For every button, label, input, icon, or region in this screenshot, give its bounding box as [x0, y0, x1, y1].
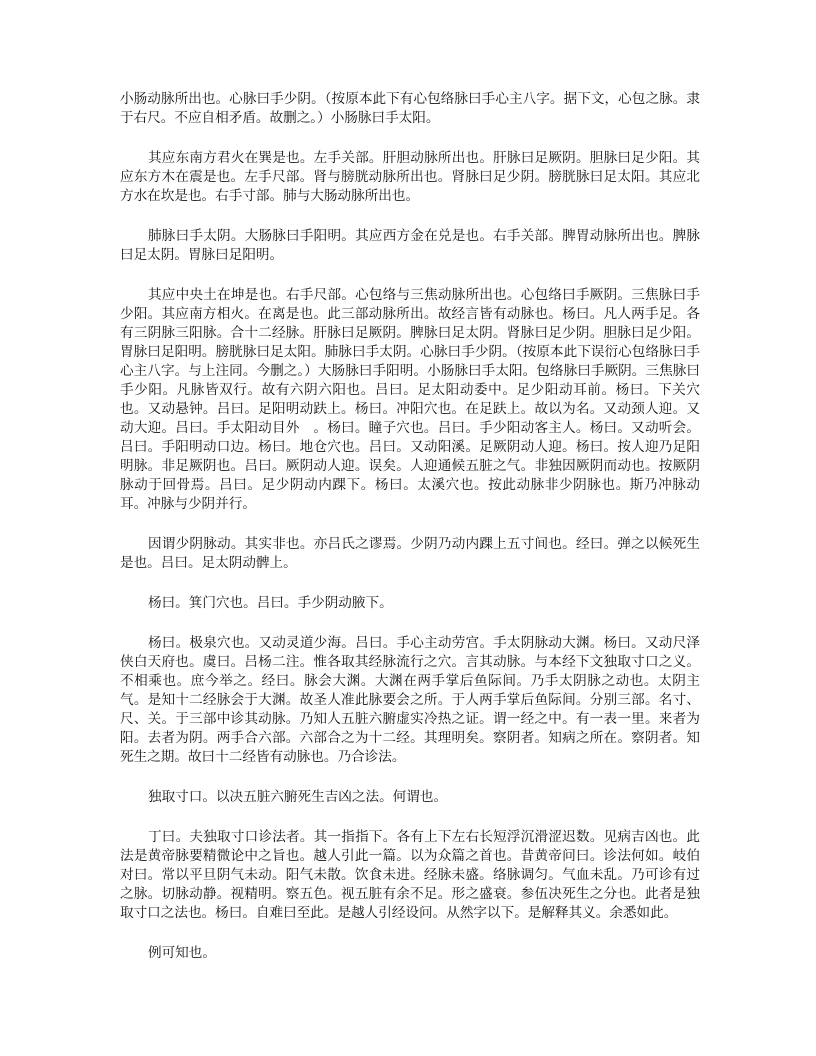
- paragraph-8: 独取寸口。以决五脏六腑死生吉凶之法。何谓也。: [148, 789, 448, 805]
- paragraph-7: 杨曰。极泉穴也。又动灵道少海。吕曰。手心主动劳宫。手太阴脉动大渊。杨曰。又动尺泽侠白天府也。虞曰。吕杨二注。惟各取其经脉流行之穴。言其动脉。与本经下文独取寸口之义。不相乘也。庶今举之。经曰。脉会大渊。大渊在两手掌后鱼际间。乃手太阴脉之动也。太阴主气。是知十二经脉会于大渊。故圣人准此脉要会之所。于人两手掌后鱼际间。分别三部。名寸、尺、关。于三部中诊其动脉。乃知人五脏六腑虚实冷热之证。谓一经之中。有一表一里。来者为阳。去者为阴。两手合六部。六部合之为十二经。其理明矣。察阴者。知病之所在。察阴者。知死生之期。故曰十二经皆有动脉也。乃合诊法。: [120, 635, 700, 765]
- paragraph-9: 丁曰。夫独取寸口诊法者。其一指指下。各有上下左右长短浮沉滑涩迟数。见病吉凶也。此法是黄帝脉要精微论中之旨也。越人引此一篇。以为众篇之首也。昔黄帝问曰。诊法何如。岐伯对曰。常以平旦阴气未动。阳气未散。饮食未进。经脉未盛。络脉调匀。气血未乱。乃可诊有过之脉。切脉动静。视精明。察五色。视五脏有余不足。形之盛衰。参伍决死生之分也。此者是独取寸口之法也。杨曰。自难曰至此。是越人引经设问。从然字以下。是解释其义。余悉如此。: [120, 829, 700, 921]
- paragraph-6: 杨曰。箕门穴也。吕曰。手少阴动腋下。: [148, 595, 393, 611]
- paragraph-1: 小肠动脉所出也。心脉曰手少阴。（按原本此下有心包络脉曰手心主八字。据下文，心包之脉。隶于右尺。不应自相矛盾。故删之。）小肠脉曰手太阳。: [120, 91, 700, 126]
- paragraph-3: 肺脉曰手太阴。大肠脉曰手阳明。其应西方金在兑是也。右手关部。脾胃动脉所出也。脾脉曰足太阴。胃脉曰足阳明。: [120, 228, 700, 263]
- paragraph-2: 其应东南方君火在巽是也。左手关部。肝胆动脉所出也。肝脉曰足厥阴。胆脉曰足少阳。其应东方木在震是也。左手尺部。肾与膀胱动脉所出也。肾脉曰足少阴。膀胱脉曰足太阳。其应北方水在坎是也。右手寸部。肺与大肠动脉所出也。: [120, 150, 700, 204]
- paragraph-5: 因谓少阴脉动。其实非也。亦吕氏之谬焉。少阴乃动内踝上五寸间也。经曰。弹之以候死生是也。吕曰。足太阴动髀上。: [120, 536, 700, 571]
- paragraph-10: 例可知也。: [148, 945, 216, 961]
- document-page: [120, 90, 700, 963]
- paragraph-4: 其应中央土在坤是也。右手尺部。心包络与三焦动脉所出也。心包络曰手厥阴。三焦脉曰手少阳。其应南方相火。在离是也。此三部动脉所出。故经言皆有动脉也。杨曰。凡人两手足。各有三阴脉三阳脉。合十二经脉。肝脉曰足厥阴。脾脉曰足太阴。肾脉曰足少阴。胆脉曰足少阳。胃脉曰足阳明。膀胱脉曰足太阳。肺脉曰手太阴。心脉曰手少阴。（按原本此下误衍心包络脉曰手心主八字。与上注同。今删之。）大肠脉曰手阳明。小肠脉曰手太阳。包络脉曰手厥阴。三焦脉曰手少阳。凡脉皆双行。故有六阴六阳也。吕曰。足太阳动委中。足少阳动耳前。杨曰。下关穴也。又动悬钟。吕曰。足阳明动趺上。杨曰。冲阳穴也。在足趺上。故以为名。又动颈人迎。又动大迎。吕曰。手太阳动目外 。杨曰。瞳子穴也。吕曰。手少阳动客主人。杨曰。又动听会。吕曰。手阳明动口边。杨曰。地仓穴也。吕曰。又动阳溪。足厥阴动人迎。杨曰。按人迎乃足阳明脉。非足厥阴也。吕曰。厥阴动人迎。误矣。人迎通候五脏之气。非独因厥阴而动也。按厥阴脉动于回骨焉。吕曰。足少阴动内踝下。杨曰。太溪穴也。按此动脉非少阴脉也。斯乃冲脉动耳。冲脉与少阴并行。: [120, 287, 700, 512]
